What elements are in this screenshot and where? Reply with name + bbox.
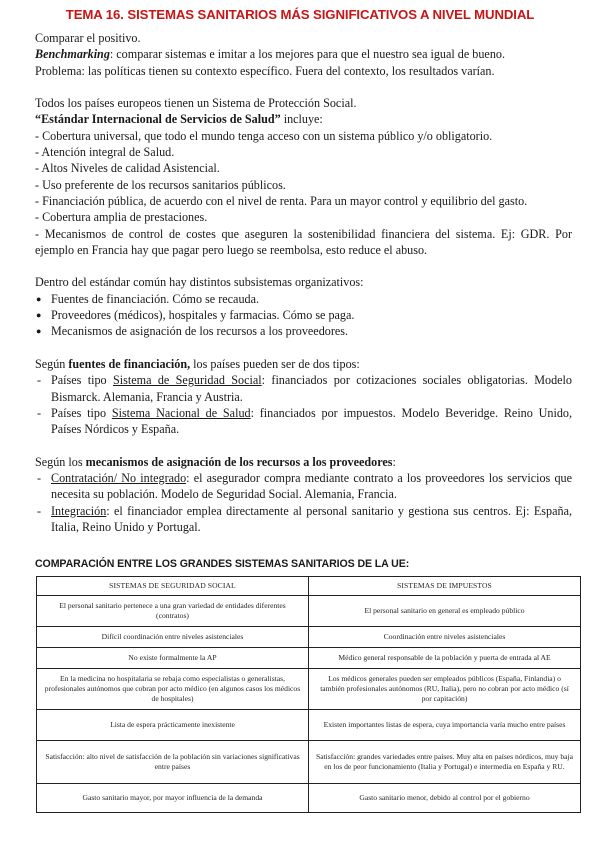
standard-item: - Financiación pública, de acuerdo con el nivel de renta. Para un mayor control y equilibrio del gasto. [35, 193, 528, 208]
intro-line: Comparar el positivo. [35, 31, 141, 45]
list-item: - Países tipo Sistema de Seguridad Social: financiados por cotizaciones sociales obligatorias. Modelo Bismarck. Alemania, Francia y Austria. [35, 372, 572, 405]
benchmarking-term: Benchmarking [35, 47, 110, 62]
table-cell: El personal sanitario en general es empleado público [309, 596, 581, 627]
financing-list [35, 372, 572, 437]
standard-item: - Mecanismos de control de costes que aseguren la sostenibilidad financiera del sistema. Ej: GDR. Por ejemplo en Francia hay que pagar pero luego se reembolsa, esto reduce el abuso. [35, 226, 572, 257]
table-header-row [37, 577, 581, 596]
subsystems-intro: Dentro del estándar común hay distintos subsistemas organizativos: [35, 275, 364, 290]
comparison-table [36, 576, 581, 813]
table-row [37, 669, 581, 710]
table-cell: Coordinación entre niveles asistenciales [309, 627, 581, 648]
page-title: TEMA 16. SISTEMAS SANITARIOS MÁS SIGNIFICATIVOS A NIVEL MUNDIAL [65, 7, 535, 22]
standard-item: - Cobertura universal, que todo el mundo tenga acceso con un sistema público y/o obligatorio. [35, 128, 493, 143]
standard-item: - Atención integral de Salud. [35, 145, 175, 160]
standard-intro: Todos los países europeos tienen un Sistema de Protección Social. [35, 96, 357, 111]
table-row [37, 648, 581, 669]
benchmarking-paragraph: Benchmarking: comparar sistemas e imitar a los mejores para que el nuestro sea igual de bueno. [35, 47, 506, 62]
table-cell: Satisfacción: grandes variedades entre países. Muy alta en países nórdicos, muy baja en los de peor funcionamiento (Italia y Portugal) e intermedia en España y RU. [309, 741, 581, 784]
table-row [37, 710, 581, 741]
table-cell: Existen importantes listas de espera, cuya importancia varía mucho entre países [309, 710, 581, 741]
header-taxes: SISTEMAS DE IMPUESTOS [309, 577, 581, 596]
standard-label: “Estándar Internacional de Servicios de Salud” incluye: [35, 112, 323, 127]
table-cell: Lista de espera prácticamente inexistente [37, 710, 309, 741]
table-cell: Difícil coordinación entre niveles asistenciales [37, 627, 309, 648]
standard-item: - Uso preferente de los recursos sanitarios públicos. [35, 177, 286, 192]
document-body [35, 30, 572, 535]
problem-paragraph: Problema: las políticas tienen su contexto específico. Fuera del contexto, los resultados varían. [35, 63, 495, 78]
standard-item: - Altos Niveles de calidad Asistencial. [35, 161, 220, 176]
list-item: ● Fuentes de financiación. Cómo se recauda. [35, 291, 572, 307]
allocation-intro: Según los mecanismos de asignación de los recursos a los proveedores: [35, 454, 396, 469]
table-row [37, 741, 581, 784]
comparison-title: COMPARACIÓN ENTRE LOS GRANDES SISTEMAS SANITARIOS DE LA UE: [35, 558, 410, 570]
table-row [37, 627, 581, 648]
subsystems-list [35, 291, 572, 340]
table-cell: Médico general responsable de la población y puerta de entrada al AE [309, 648, 581, 669]
list-item: - Integración: el financiador emplea directamente al personal sanitario y gestiona sus centros. Ej: España, Italia, Reino Unido y Portugal. [35, 503, 572, 536]
list-item: ● Proveedores (médicos), hospitales y farmacias. Cómo se paga. [35, 307, 572, 323]
allocation-list [35, 470, 572, 535]
table-row [37, 596, 581, 627]
list-item: ● Mecanismos de asignación de los recursos a los proveedores. [35, 323, 572, 339]
table-cell: Gasto sanitario menor, debido al control por el gobierno [309, 784, 581, 813]
list-item: - Contratación/ No integrado: el asegurador compra mediante contrato a los proveedores los servicios que necesita su población. Modelo de Seguridad Social. Alemania, Francia. [35, 470, 572, 503]
table-cell: En la medicina no hospitalaria se rebaja como especialistas o generalistas, profesionales autónomos que cobran por acto médico (en algunos casos los médicos de hospitales) [37, 669, 309, 710]
table-cell: No existe formalmente la AP [37, 648, 309, 669]
table-row [37, 784, 581, 813]
standard-item: - Cobertura amplia de prestaciones. [35, 210, 208, 225]
table-cell: El personal sanitario pertenece a una gran variedad de entidades diferentes (contratos) [37, 596, 309, 627]
header-social-security: SISTEMAS DE SEGURIDAD SOCIAL [37, 577, 309, 596]
table-cell: Gasto sanitario mayor, por mayor influencia de la demanda [37, 784, 309, 813]
list-item: - Países tipo Sistema Nacional de Salud: financiados por impuestos. Modelo Beveridge. Reino Unido, Países Nórdicos y España. [35, 405, 572, 438]
table-cell: Los médicos generales pueden ser empleados públicos (España, Finlandia) o también profesionales autónomos (RU, Italia), pero no cobran por acto médico (sí por capitación) [309, 669, 581, 710]
financing-intro: Según fuentes de financiación, los países pueden ser de dos tipos: [35, 356, 360, 371]
table-cell: Satisfacción: alto nivel de satisfacción de la población sin variaciones significativas entre países [37, 741, 309, 784]
